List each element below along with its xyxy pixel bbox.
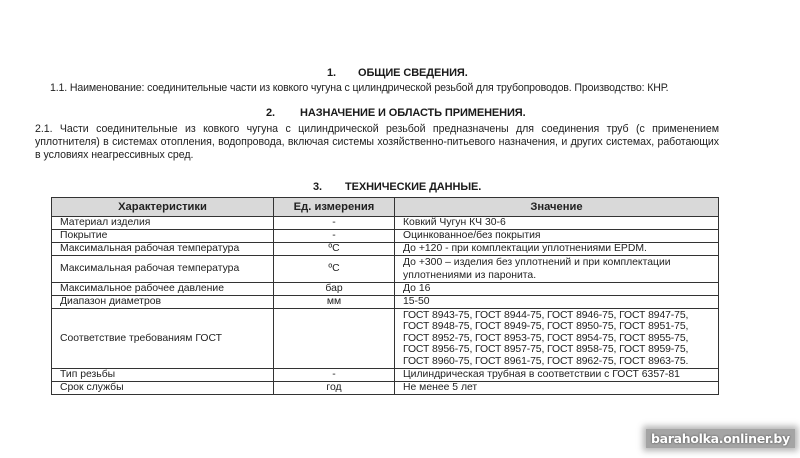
table-row (52, 382, 719, 395)
gost-line: ГОСТ 8956-75, ГОСТ 8957-75, ГОСТ 8958-75, ГОСТ 8959-75, (403, 344, 689, 356)
cell-value: Ковкий Чугун КЧ 30-6 (395, 217, 719, 230)
table-row (52, 309, 719, 369)
gost-line: ГОСТ 8952-75, ГОСТ 8953-75, ГОСТ 8954-75, ГОСТ 8955-75, (403, 332, 689, 344)
cell-characteristic: Покрытие (52, 230, 274, 243)
section-number: 2. (266, 107, 275, 119)
table-row (52, 256, 719, 283)
paragraph-2-1: 2.1. Части соединительные из ковкого чугуна с цилиндрической резьбой предназначены для соединения труб (с применением уплотнителя) в системах отопления, водопровода, включая системы хозяйственно-питьевого назначения, и других системах, работающих в условиях неагрессивных сред. (35, 123, 719, 161)
gost-line: ГОСТ 8948-75, ГОСТ 8949-75, ГОСТ 8950-75, ГОСТ 8951-75, (403, 321, 689, 333)
section-2-heading (266, 107, 526, 119)
cell-unit: - (274, 230, 395, 243)
cell-unit: ºС (274, 256, 395, 283)
cell-unit: год (274, 382, 395, 395)
cell-value: До +120 - при комплектации уплотнениями EPDM. (395, 243, 719, 256)
cell-characteristic: Соответствие требованиям ГОСТ (52, 309, 274, 369)
section-3-heading (313, 181, 481, 193)
cell-characteristic: Диапазон диаметров (52, 296, 274, 309)
cell-value: До 16 (395, 283, 719, 296)
cell-value-gost-list (395, 309, 719, 369)
cell-characteristic: Максимальная рабочая температура (52, 256, 274, 283)
column-header-unit: Ед. измерения (274, 198, 395, 217)
cell-characteristic: Максимальная рабочая температура (52, 243, 274, 256)
table-header-row (52, 198, 719, 217)
cell-characteristic: Материал изделия (52, 217, 274, 230)
gost-line: ГОСТ 8943-75, ГОСТ 8944-75, ГОСТ 8946-75, ГОСТ 8947-75, (403, 309, 689, 321)
cell-unit: ºС (274, 243, 395, 256)
cell-characteristic: Тип резьбы (52, 369, 274, 382)
gost-line: ГОСТ 8960-75, ГОСТ 8961-75, ГОСТ 8962-75, ГОСТ 8963-75. (403, 355, 689, 367)
table-row (52, 283, 719, 296)
cell-value: Не менее 5 лет (395, 382, 719, 395)
section-title: ТЕХНИЧЕСКИЕ ДАННЫЕ. (345, 181, 482, 193)
table-row (52, 369, 719, 382)
section-title: ОБЩИЕ СВЕДЕНИЯ. (358, 67, 468, 79)
cell-unit (274, 309, 395, 369)
table-row (52, 230, 719, 243)
section-title: НАЗНАЧЕНИЕ И ОБЛАСТЬ ПРИМЕНЕНИЯ. (300, 107, 526, 119)
cell-value: Оцинкованное/без покрытия (395, 230, 719, 243)
cell-unit: бар (274, 283, 395, 296)
table-row (52, 217, 719, 230)
cell-characteristic: Максимальное рабочее давление (52, 283, 274, 296)
table-row (52, 243, 719, 256)
section-number: 3. (313, 181, 322, 193)
cell-value: 15-50 (395, 296, 719, 309)
column-header-value: Значение (395, 198, 719, 217)
cell-value: До +300 – изделия без уплотнений и при комплектации уплотнениями из паронита. (395, 256, 719, 283)
cell-unit: - (274, 217, 395, 230)
technical-data-table (51, 197, 719, 395)
cell-characteristic: Срок службы (52, 382, 274, 395)
column-header-characteristics: Характеристики (52, 198, 274, 217)
paragraph-1-1: 1.1. Наименование: соединительные части из ковкого чугуна с цилиндрической резьбой для трубопроводов. Производство: КНР. (50, 82, 669, 94)
watermark: baraholka.onliner.by (646, 429, 795, 448)
cell-value: Цилиндрическая трубная в соответствии с ГОСТ 6357-81 (395, 369, 719, 382)
section-1-heading (327, 67, 468, 79)
table-row (52, 296, 719, 309)
cell-unit: - (274, 369, 395, 382)
cell-unit: мм (274, 296, 395, 309)
section-number: 1. (327, 67, 336, 79)
